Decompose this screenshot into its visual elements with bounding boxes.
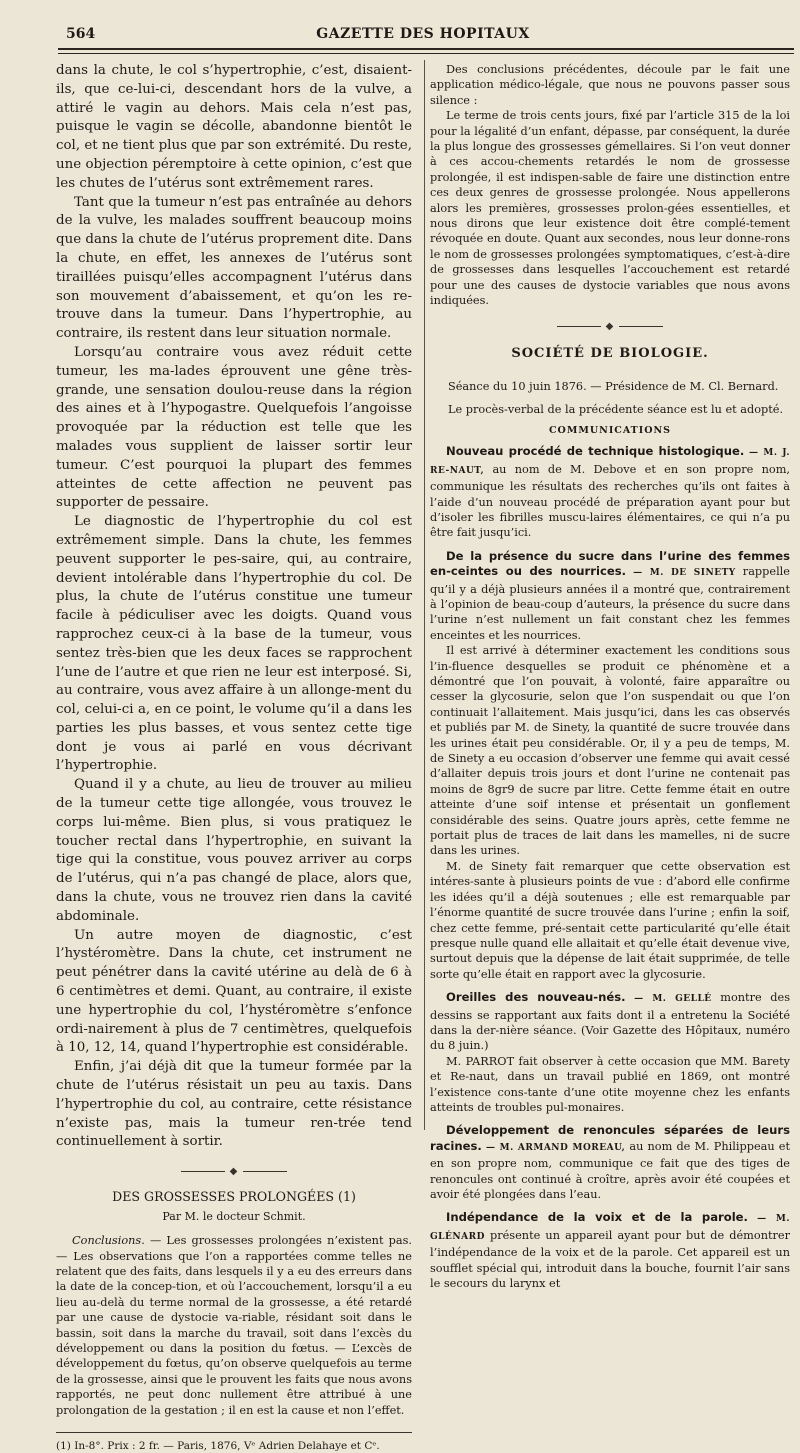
entry-presenter: — M. J. RE-NAUT, — [430, 448, 790, 476]
conclusions-text: — Les grossesses prolongées n’existent pas. — Les observations que l’on a rapportées comme telles ne relatent que des faits, dans lesquels il y a eu des erreurs dans la date de la concep-tion, et où l’accouchement, lorsqu’il a eu lieu au-delà du terme normal de la grossesse, a été retardé par une cause de dystocie va-riable, résidant soit dans le bassin, soit dans la marche du travail, soit dans l’excès du développement ou dans la position du fœtus. — L’excès de développement du fœtus, qu’on observe quelquefois au terme de la grossesse, ainsi que le prouvent les faits que nous avons rapportés, ne peut donc nullement être attribué à une prolongation de la gestation ; il en est la cause et non l’effet. — [56, 1234, 412, 1417]
paragraph: Des conclusions précédentes, découle par le fait une application médico-légale, que nous ne pouvons passer sous silence : — [430, 63, 790, 107]
article-author: Par M. le docteur Schmit. — [162, 1210, 306, 1224]
header-rule-thin — [58, 53, 794, 54]
article-conclusions — [56, 1233, 412, 1418]
entry-extra-paragraph: Il est arrivé à déterminer exactement les conditions sous l’in-fluence desquelles se produit ce phénomène et a démontré que l’on pouvait, à volonté, faire apparaître ou cesser la glycosurie, selon que l’on suspendait ou que l’on continuait l’allaitement. Mais jusqu’ici, dans les cas observés et publiés par M. de Sinety, la quantité de sucre trouvée dans les urines était peu considérable. Or, il y a peu de temps, M. de Sinety a eu occasion d’observer une femme qui avait cessé d’allaiter depuis trois jours et dont l’urine ne contenait pas moins de 8gr9 de sucre par litre. Cette femme était en outre atteinte d’une soif intense et présentait un gonflement considérable des seins. Quatre jours après, cette femme ne portait plus de traces de lait dans les mamelles, ni de sucre dans les urines. — [430, 644, 790, 858]
entry-text: au nom de M. Debove et en son propre nom, communique les résultats des recherches qu’ils ont faites à l’aide d’un nouveau procédé de préparation ayant pour but d’isoler les fibrilles muscu-laires élémentaires, ce qui n’a pu être fait jusqu’ici. — [430, 462, 790, 540]
entry-text: montre des dessins se rapportant aux faits dont il a entretenu la Société dans la der-nière séance. (Voir Gazette des Hôpitaux, numéro du 8 juin.) — [430, 991, 790, 1053]
paragraph: Quand il y a chute, au lieu de trouver au milieu de la tumeur cette tige allongée, vous trouvez le corps lui-même. Bien plus, si vous pratiquez le toucher rectal dans l’hypertrophie, en suivant la tige qui la constitue, vous pouvez arriver au corps de l’utérus, qui n’a pas changé de place, alors que, dans la chute, vous ne trouvez rien dans la cavité abdominale. — [56, 777, 412, 924]
paragraph: Tant que la tumeur n’est pas entraînée au dehors de la vulve, les malades souffrent beaucoup moins que dans la chute de l’utérus proprement dite. Dans la chute, en effet, les annexes de l’utérus sont tiraillées puisqu’elles accompagnent l’utérus dans son mouvement d’abaissement, et qu’on les re-trouve dans la tumeur. Dans l’hypertrophie, au contraire, ils restent dans leur situation normale. — [56, 194, 412, 342]
entry-presenter: — M. DE SINETY — [626, 568, 736, 579]
society-title: SOCIÉTÉ DE BIOLOGIE. — [511, 345, 709, 361]
page-number: 564 — [66, 26, 96, 42]
minutes-line: Le procès-verbal de la précédente séance est lu et adopté. — [448, 402, 784, 416]
conclusions-label: Conclusions. — [72, 1234, 145, 1248]
communications-header: COMMUNICATIONS — [548, 425, 672, 437]
footnote-rule — [56, 1432, 412, 1433]
entry-paragraph — [430, 990, 790, 1054]
column-divider — [424, 60, 425, 1130]
page-header — [58, 22, 788, 46]
session-line: Séance du 10 juin 1876. — Présidence de M. Cl. Bernard. — [448, 379, 779, 393]
article-title: DES GROSSESSES PROLONGÉES (1) — [112, 1189, 356, 1205]
communication-entry — [430, 1123, 790, 1202]
communication-entry — [430, 1210, 790, 1291]
entry-extra-paragraph: M. de Sinety fait remarquer que cette observation est intéres-sante à plusieurs points de vue : d’abord elle confirme les idées qu’il a déjà soutenues ; elle est remarquable par l’énorme quantité de sucre trouvée dans l’urine ; enfin la soif, chez cette femme, pré-sentait cette particularité qu’elle était presque nulle quand elle allaitait et qu’elle était devenue vive, surtout depuis que la dépense de lait était supprimée, de telle sorte qu’elle était en rapport avec la glycosurie. — [430, 859, 790, 981]
entry-text: au nom de M. Philippeau et en son propre nom, communique ce fait que des tiges de renoncules ont continué à croître, après avoir été coupées et avoir été plongées dans l’eau. — [430, 1139, 790, 1201]
paragraph: dans la chute, le col s’hypertrophie, c’est, disaient-ils, que ce-lui-ci, descendant hors de la vulve, a attiré le vagin au dehors. Mais cela n’est pas, puisque le vagin se décolle, abandonne bientôt le col, et ne tient plus que par son extrémité. Du reste, une objection péremptoire à cette opinion, c’est que les chutes de l’utérus sont extrêmement rares. — [56, 63, 412, 191]
section-separator: ◆ — [430, 321, 790, 332]
right-column — [430, 62, 790, 1291]
article-body — [56, 1233, 412, 1418]
footnote: (1) In-8°. Prix : 2 fr. — Paris, 1876, Vᵉ Adrien Delahaye et Cᵉ. — [56, 1440, 380, 1453]
paragraph: Lorsqu’au contraire vous avez réduit cette tumeur, les ma-lades éprouvent une gêne très-grande, une sensation doulou-reuse dans la région des aines et à l’hypogastre. Quelquefois l’angoisse provoquée par la réduction est telle que les malades vous supplient de laisser sortir leur tumeur. C’est pourquoi la plupart des femmes atteintes de cette affection ne peuvent pas supporter de pessaire. — [56, 344, 412, 511]
entry-text: rappelle qu’il y a déjà plusieurs années il a montré que, contrairement à l’opinion de beau-coup d’auteurs, la présence du sucre dans l’urine n’est nullement un fait constant chez les femmes enceintes et les nourrices. — [430, 565, 790, 642]
entry-paragraph — [430, 549, 790, 643]
communication-entry — [430, 549, 790, 982]
entry-text: présente un appareil ayant pour but de démontrer l’indépendance de la voix et de la parole. Cet appareil est un soufflet spécial qui, introduit dans la bouche, fournit l’air sans le secours du larynx et — [430, 1228, 790, 1291]
left-column — [56, 62, 412, 1453]
section-separator: ◆ — [56, 1166, 412, 1177]
entry-presenter: — M. GELLÉ — [625, 994, 712, 1005]
communication-entry — [430, 444, 790, 540]
entry-topic: Développement de renoncules séparées de leurs racines. — [430, 1123, 790, 1153]
communication-entry — [430, 990, 790, 1115]
entry-paragraph — [430, 1210, 790, 1291]
entry-paragraph — [430, 444, 790, 540]
lecture-continuation — [56, 62, 412, 1152]
header-rule — [58, 48, 794, 50]
paragraph: Le terme de trois cents jours, fixé par l’article 315 de la loi pour la légalité d’un enfant, dépasse, par conséquent, la durée la plus longue des grossesses gémellaires. Si l’on veut donner à ces accou-chements retardés le nom de grossesse prolongée, il est indispen-sable de faire une distinction entre ces deux genres de grossesse prolongée. Nous appellerons alors les premières, grossesses prolon-gées essentielles, et nous dirons que leur existence doit être complé-tement révoquée en doute. Quant aux secondes, nous leur donne-rons le nom de grossesses prolongées symptomatiques, c’est-à-dire de grossesses dans lesquelles l’accouchement est retardé pour une des causes de dystocie variables que nous avons indiquées. — [430, 109, 790, 308]
entry-topic: De la présence du sucre dans l’urine des femmes en-ceintes ou des nourrices. — [430, 548, 790, 579]
entry-topic: Nouveau procédé de technique histologique. — [446, 444, 745, 459]
entry-topic: Oreilles des nouveau-nés. — [446, 990, 626, 1005]
entry-extra-paragraph: M. PARROT fait observer à cette occasion que MM. Barety et Re-naut, dans un travail publié en 1869, ont montré l’existence cons-tante d’une otite moyenne chez les enfants atteints de troubles pul-monaires. — [430, 1054, 790, 1114]
entry-topic: Indépendance de la voix et de la parole. — [446, 1210, 748, 1225]
entry-presenter: — M. GLÉNARD — [430, 1214, 791, 1242]
paragraph: Enfin, j’ai déjà dit que la tumeur formée par la chute de l’utérus résistait un peu au taxis. Dans l’hypertrophie du col, au contraire, cette résistance n’existe pas, mais la tumeur ren-trée tend continuellement à sortir. — [56, 1059, 412, 1150]
entry-presenter: — M. ARMAND MOREAU, — [481, 1142, 626, 1153]
journal-title: GAZETTE DES HOPITAUX — [316, 26, 530, 42]
entry-paragraph — [430, 1123, 790, 1202]
paragraph: Le diagnostic de l’hypertrophie du col est extrêmement simple. Dans la chute, les femmes peuvent supporter le pes-saire, qui, au contraire, devient intolérable dans l’hypertrophie du col. De plus, la chute de l’utérus constitue une tumeur facile à pédiculiser avec les doigts. Quand vous rapprochez ceux-ci à la base de la tumeur, vous sentez très-bien que les deux faces se rapprochent l’une de l’autre et que rien ne leur est interposé. Si, au contraire, vous avez affaire à un allonge-ment du col, celui-ci a, en ce point, le volume qu’il a dans les parties les plus basses, et vous sentez cette tige dont je vous ai parlé en vous décrivant l’hypertrophie. — [56, 514, 412, 774]
paragraph: Un autre moyen de diagnostic, c’est l’hystéromètre. Dans la chute, cet instrument ne peut pénétrer dans la cavité utérine au delà de 6 à 6 centimètres et demi. Quant, au contraire, il existe une hypertrophie du col, l’hystéromètre s’enfonce ordi-nairement à plus de 7 centimètres, quelquefois à 10, 12, 14, quand l’hypertrophie est considérable. — [56, 927, 412, 1056]
